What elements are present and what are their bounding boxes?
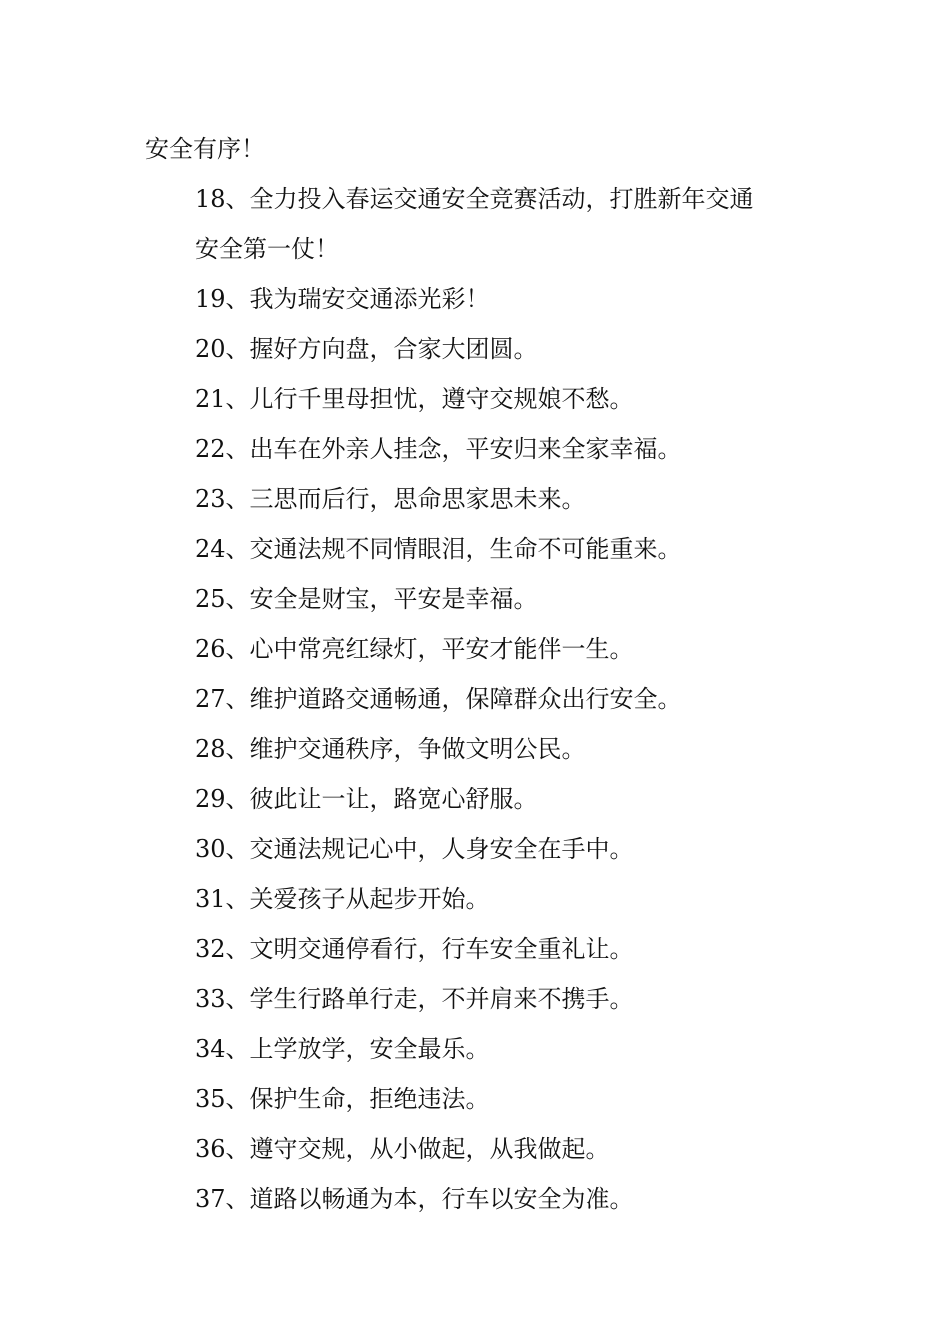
paragraph-line: 19、我为瑞安交通添光彩！: [195, 285, 490, 313]
slogan-paragraph: [145, 524, 825, 574]
slogan-paragraph: [145, 574, 825, 624]
paragraph-line: 26、心中常亮红绿灯，平安才能伴一生。: [195, 635, 634, 663]
paragraph-line: 24、交通法规不同情眼泪，生命不可能重来。: [195, 535, 682, 563]
slogan-paragraph: [145, 124, 825, 174]
slogan-paragraph: [145, 1174, 825, 1224]
paragraph-line: 21、儿行千里母担忧，遵守交规娘不愁。: [195, 385, 634, 413]
paragraph-line: 33、学生行路单行走，不并肩来不携手。: [195, 985, 634, 1013]
slogan-paragraph: [145, 324, 825, 374]
slogan-paragraph: [145, 824, 825, 874]
slogan-paragraph: [145, 724, 825, 774]
slogan-paragraph: [145, 174, 825, 274]
slogan-paragraph: [145, 474, 825, 524]
slogan-paragraph: [145, 274, 825, 324]
slogan-paragraph: [145, 374, 825, 424]
paragraph-line: 30、交通法规记心中，人身安全在手中。: [195, 835, 634, 863]
slogan-paragraph: [145, 424, 825, 474]
paragraph-line: 36、遵守交规，从小做起，从我做起。: [195, 1135, 610, 1163]
paragraph-line: 23、三思而后行，思命思家思未来。: [195, 485, 586, 513]
slogan-paragraph: [145, 874, 825, 924]
slogan-paragraph: [145, 1124, 825, 1174]
paragraph-line: 18、全力投入春运交通安全竞赛活动，打胜新年交通: [195, 185, 754, 213]
slogan-paragraph: [145, 924, 825, 974]
paragraph-line: 安全第一仗！: [195, 235, 339, 263]
paragraph-line: 22、出车在外亲人挂念，平安归来全家幸福。: [195, 435, 682, 463]
paragraph-line: 31、关爱孩子从起步开始。: [195, 885, 490, 913]
paragraph-line: 20、握好方向盘，合家大团圆。: [195, 335, 538, 363]
slogan-paragraph: [145, 1074, 825, 1124]
paragraph-line: 安全有序！: [145, 135, 265, 163]
slogan-paragraph: [145, 624, 825, 674]
document-body: [145, 124, 825, 1224]
paragraph-line: 28、维护交通秩序，争做文明公民。: [195, 735, 586, 763]
paragraph-line: 34、上学放学，安全最乐。: [195, 1035, 490, 1063]
paragraph-line: 37、道路以畅通为本，行车以安全为准。: [195, 1185, 634, 1213]
slogan-paragraph: [145, 974, 825, 1024]
slogan-paragraph: [145, 674, 825, 724]
paragraph-line: 35、保护生命，拒绝违法。: [195, 1085, 490, 1113]
paragraph-line: 27、维护道路交通畅通，保障群众出行安全。: [195, 685, 682, 713]
paragraph-line: 29、彼此让一让，路宽心舒服。: [195, 785, 538, 813]
paragraph-line: 25、安全是财宝，平安是幸福。: [195, 585, 538, 613]
slogan-paragraph: [145, 1024, 825, 1074]
paragraph-line: 32、文明交通停看行，行车安全重礼让。: [195, 935, 634, 963]
slogan-paragraph: [145, 774, 825, 824]
